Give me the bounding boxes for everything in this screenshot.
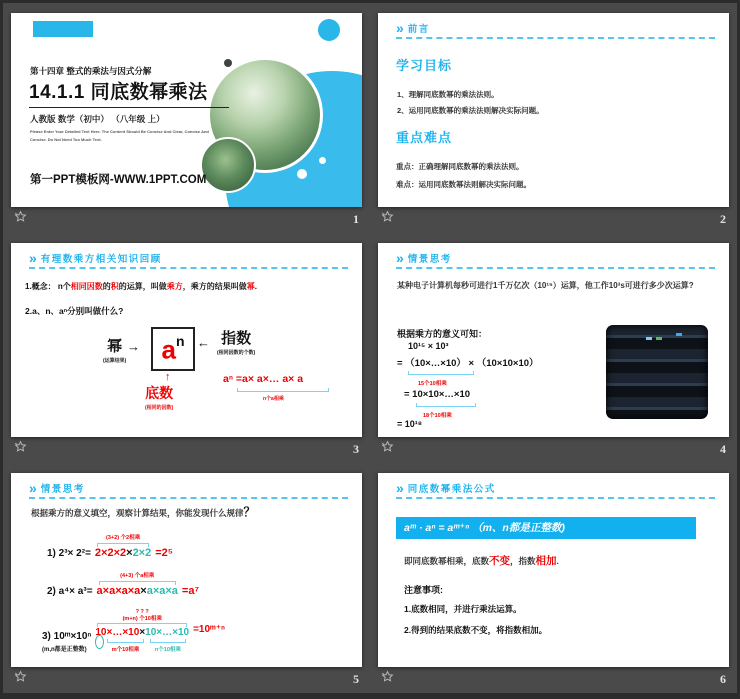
under-segment: [104, 639, 146, 653]
chevrons-icon: »: [396, 20, 402, 36]
dashed-divider: [396, 37, 715, 39]
concept-highlight: 幂: [246, 282, 255, 291]
red-factors: 10×…×10: [95, 627, 140, 639]
over-label: (4+3) 个a相乘: [120, 573, 155, 579]
chevrons-icon: »: [396, 480, 402, 496]
derivation-lead: 根据乘方的意义可知：: [397, 329, 488, 339]
teal-factors: 2×2: [132, 546, 152, 559]
slide-sorter-board: [3, 3, 737, 693]
chevrons-icon: »: [29, 480, 35, 496]
slide-thumbnail-2[interactable]: [378, 13, 729, 207]
key-points-heading: 重点难点: [396, 130, 453, 145]
brace-decoration: [416, 403, 476, 407]
row-lhs: 1) 2³× 2²=: [47, 547, 91, 559]
math-line: = 10×10×…×10: [404, 389, 471, 400]
concept-text: .: [254, 282, 258, 291]
slide-header-title: 情景思考: [40, 484, 85, 495]
cell-footer: [378, 207, 729, 231]
brace-label: 18个10相乘: [423, 413, 452, 419]
exponent-label: [217, 327, 255, 356]
watermark-star-icon: [381, 670, 394, 688]
slide-thumbnail-6[interactable]: [378, 473, 729, 667]
goal-item: 2、运用同底数幂的乘法法则解决实际问题。: [397, 106, 544, 115]
expansion-note: n个a相乘: [263, 396, 284, 402]
row-result: =a⁷: [181, 584, 200, 597]
lesson-title: 14.1.1 同底数幂乘法: [29, 82, 208, 103]
slide-thumbnail-1[interactable]: [11, 13, 362, 207]
chevrons-icon: »: [29, 250, 35, 266]
over-label: (3+2) 个2相乘: [106, 535, 141, 541]
ellipse-annotation: [95, 635, 104, 649]
scenario-question: 某种电子计算机每秒可进行1千万亿次（10¹⁵）运算，他工作10³s可进行多少次运算?: [397, 281, 694, 290]
under-label-m: m个10相乘: [111, 647, 140, 654]
slide-header-title: 情景思考: [407, 254, 452, 265]
title-underline: [29, 107, 229, 108]
a-power-n-box: [151, 327, 195, 371]
question-text: 根据乘方的意义填空，观察计算结果，你能发现什么规律: [31, 508, 244, 518]
slide-header: [396, 21, 430, 35]
power-note: (运算结果): [103, 358, 127, 364]
power-word: 幂: [107, 338, 123, 355]
slide-cell-2: [370, 3, 737, 233]
row-note: (m,n都是正整数): [42, 647, 87, 654]
concept-highlight: 相同因数: [70, 282, 103, 291]
slide-cell-6: [370, 463, 737, 693]
concept-line: [25, 281, 257, 292]
example-row-3: [42, 609, 225, 653]
slide-header: [29, 481, 85, 495]
base-label: [145, 383, 173, 411]
under-braces: [95, 639, 189, 653]
concept-highlight: 积: [110, 282, 119, 291]
brace-label: 15个10相乘: [418, 381, 447, 387]
note-item: 1.底数相同，并进行乘法运算。: [404, 604, 522, 614]
cell-footer: [378, 437, 729, 461]
exponent-note: (相同因数的个数): [217, 350, 256, 356]
teal-factors: a×a×a: [146, 584, 178, 597]
difficulty-item: 难点：运用同底数幂法则解决实际问题。: [396, 180, 531, 189]
teal-factors: 10×…×10: [145, 627, 190, 639]
watermark-star-icon: [14, 440, 27, 458]
goals-heading: 学习目标: [396, 58, 453, 73]
row-result: =10ᵐ⁺ⁿ: [193, 624, 225, 636]
key-point-item: 重点：正确理解同底数幂的乘法法则。: [396, 162, 524, 171]
question-mark: ？: [243, 505, 256, 519]
times-sign: ×: [139, 627, 146, 639]
exponent-word: 指数: [221, 330, 252, 347]
page-number: 1: [353, 211, 359, 226]
math-line: = 10¹⁸: [397, 419, 423, 429]
expansion-formula: aⁿ =a× a×… a× a: [223, 373, 304, 385]
cell-footer: [11, 667, 362, 691]
edition-subtitle: 人教版 数学（初中） （八年级 上）: [30, 114, 165, 124]
row-result: =2⁵: [155, 546, 173, 559]
dot-decoration: [297, 169, 307, 179]
expansion-expression: [95, 547, 151, 559]
exponent-letter: n: [175, 333, 185, 349]
expl-highlight: 不变: [489, 555, 511, 567]
expl-text: 即同底数幂相乘，底数: [404, 556, 490, 566]
brace-decoration: [408, 371, 474, 375]
watermark-star-icon: [14, 670, 27, 688]
blue-bar-decoration: [33, 21, 93, 37]
page-number: 3: [353, 441, 359, 456]
dashed-divider: [29, 497, 348, 499]
slide-header: [396, 251, 452, 265]
row-expansion: [95, 609, 189, 653]
placeholder-text: Please Enter Your Detailed Text Here. The Content Should Be Concise And Clear, Concise And Concise. Do Not Need Too Much Text.: [30, 129, 209, 142]
red-factors: a×a×a×a: [96, 584, 141, 597]
formula-banner: aᵐ · aⁿ = aᵐ⁺ⁿ （m、n都是正整数): [396, 517, 696, 539]
watermark-star-icon: [14, 210, 27, 228]
dot-decoration: [224, 59, 232, 67]
slide-header: [29, 251, 162, 265]
math-line: = （10×…×10） × （10×10×10）: [397, 358, 539, 369]
dashed-divider: [29, 267, 348, 269]
page-number: 2: [720, 211, 726, 226]
goal-item: 1、理解同底数幂的乘法法则。: [397, 90, 499, 99]
arrow-right-icon: →: [127, 339, 140, 354]
row-expansion: [97, 573, 178, 597]
slide-cell-4: [370, 233, 737, 463]
row-expansion: [95, 535, 151, 559]
question-marks: ? ? ?: [135, 609, 149, 615]
row-lhs-group: [42, 631, 95, 653]
over-label: (m+n) 个10相乘: [122, 615, 162, 622]
arrow-left-icon: ←: [197, 335, 210, 350]
slide-cell-1: [3, 3, 370, 233]
row-lhs: 3) 10ᵐ×10ⁿ: [42, 631, 92, 643]
base-letter: a: [161, 334, 176, 365]
page-number: 5: [353, 671, 359, 686]
brace-decoration: [237, 388, 329, 392]
concept-text: 的: [102, 282, 111, 291]
cell-footer: [11, 437, 362, 461]
kids-photo: [200, 137, 256, 193]
server-rack-photo: [606, 325, 708, 419]
under-label-n: n个10相乘: [154, 647, 181, 654]
notes-heading: 注意事项:: [404, 585, 443, 595]
base-word: 底数: [145, 385, 174, 401]
chapter-label: 第十四章 整式的乘法与因式分解: [30, 66, 152, 76]
expl-highlight: 相加: [535, 555, 557, 567]
slide-header-title: 有理数乘方相关知识回顾: [40, 254, 162, 265]
blue-dot-decoration: [318, 19, 340, 41]
under-brace: [150, 639, 186, 643]
slide-header: [396, 481, 496, 495]
rule-explanation: [404, 553, 559, 568]
watermark-star-icon: [381, 210, 394, 228]
red-factors: 2×2×2: [94, 546, 127, 559]
expansion-expression: [97, 585, 178, 597]
dashed-divider: [396, 497, 715, 499]
times-sign: ×: [140, 584, 147, 597]
arrow-up-icon: ↑: [165, 371, 171, 383]
dot-decoration: [319, 157, 326, 164]
concept-text: 1.概念： n个: [25, 282, 71, 291]
slide-cell-3: [3, 233, 370, 463]
expl-text: ，指数: [510, 556, 536, 566]
slide-thumbnail-4[interactable]: [378, 243, 729, 437]
slide-thumbnail-3[interactable]: [11, 243, 362, 437]
under-brace: [107, 639, 143, 643]
concept-highlight: 乘方: [166, 282, 183, 291]
times-sign: ×: [126, 546, 133, 559]
base-note: (相同的因数): [145, 405, 174, 411]
watermark-star-icon: [381, 440, 394, 458]
expansion-expression: [95, 627, 189, 638]
note-item: 2.得到的结果底数不变，将指数相加。: [404, 625, 548, 635]
under-segment: [147, 639, 189, 653]
chevrons-icon: »: [396, 250, 402, 266]
cell-footer: [378, 667, 729, 691]
slide-header-title: 前言: [407, 24, 430, 35]
concept-text: ，乘方的结果叫做: [182, 282, 247, 291]
expl-text: .: [556, 556, 559, 566]
slide-thumbnail-5[interactable]: [11, 473, 362, 667]
example-row-2: [47, 573, 199, 597]
page-number: 6: [720, 671, 726, 686]
concept-text: 的运算，叫做: [118, 282, 167, 291]
page-number: 4: [720, 441, 726, 456]
question-line: 2.a、n、aⁿ分别叫做什么?: [25, 306, 124, 316]
dashed-divider: [396, 267, 715, 269]
power-label: [103, 335, 126, 364]
slide-header-title: 同底数幂乘法公式: [407, 484, 496, 495]
site-credit: 第一PPT模板网-WWW.1PPT.COM: [30, 174, 207, 186]
example-row-1: [47, 535, 173, 559]
slide-cell-5: [3, 463, 370, 693]
math-line: 10¹⁵ × 10³: [408, 341, 449, 351]
row-lhs: 2) a⁴× a³=: [47, 585, 93, 597]
cell-footer: [11, 207, 362, 231]
fill-in-question: [31, 503, 256, 520]
